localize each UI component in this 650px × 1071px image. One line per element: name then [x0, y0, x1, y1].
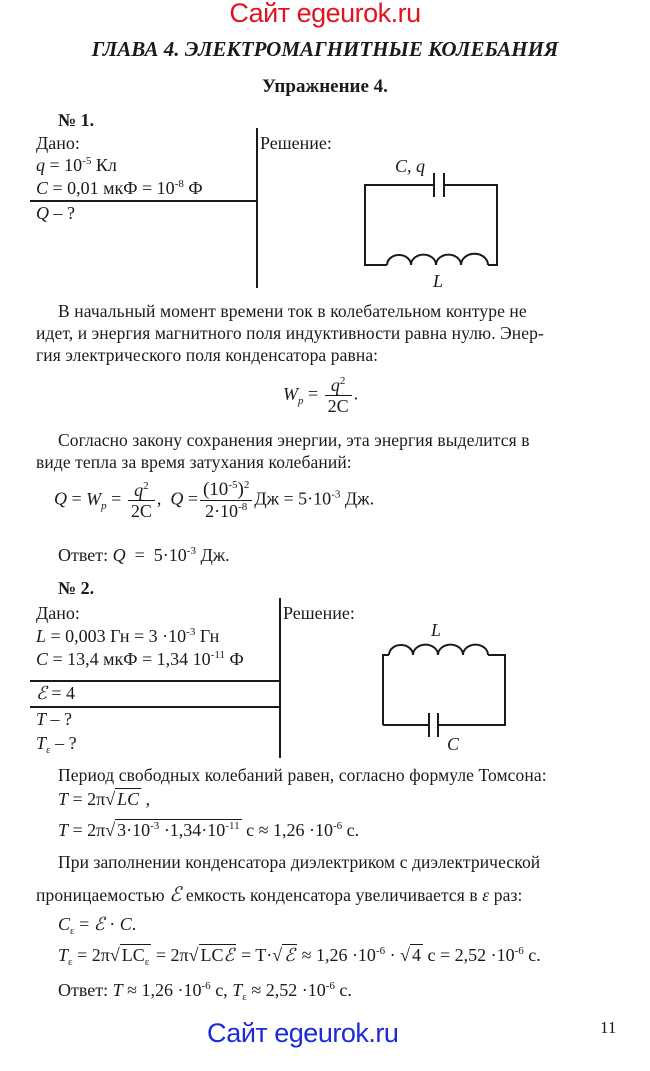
problem-1-given-label: Дано:	[36, 133, 80, 153]
problem-2-given-label: Дано:	[36, 603, 80, 623]
problem-1-find-q: Q – ?	[36, 203, 75, 223]
problem-1-number: № 1.	[58, 110, 95, 130]
problem-2-text2-line-2: проницаемостью ℰ емкость конденсатора увеличивается в ε раз:	[36, 884, 523, 906]
problem-1-text-line-3: гия электрического поля конденсатора равна:	[36, 345, 379, 365]
problem-2-given-epsilon: ℰ = 4	[36, 683, 76, 703]
circuit-2-capacitor-label: C	[447, 734, 460, 754]
problem-2-number: № 2.	[58, 578, 95, 598]
problem-2-text-line-1: Период свободных колебаний равен, согласно формуле Томсона:	[58, 765, 547, 785]
problem-2-formula-te: $T_\varepsilon = 2\pi√$ $LC_\varepsilon = 2\pi√$ LCℰ = T·√ ℰ ≈ $1,26 \cdot 10^{-6}$ · √ 4 $с = 2,52 \cdot 10^{-6}$ с.	[58, 945, 541, 968]
problem-2-formula-thomson: T = 2π√ LC ,	[58, 789, 151, 809]
problem-1-vertical-divider	[256, 128, 258, 288]
problem-1-text-line-2: идет, и энергия магнитного поля индуктивности равна нулю. Энер-	[36, 323, 544, 343]
problem-1-text2-line-2: виде тепла за время затухания колебаний:	[36, 452, 352, 472]
problem-1-formula-wp: $W_p$ = $\frac{q^2}{2C}$ .	[283, 375, 359, 416]
site-watermark-top: Сайт egeurok.ru	[229, 0, 421, 28]
problem-2-formula-ce: $C_\varepsilon$ = ℰ · C.	[58, 914, 137, 937]
problem-1-given-q: $q = 10^{-5}$ Кл	[36, 155, 117, 175]
chapter-title: ГЛАВА 4. ЭЛЕКТРОМАГНИТНЫЕ КОЛЕБАНИЯ	[91, 37, 559, 61]
circuit-2-inductor-label: L	[431, 620, 442, 640]
lc-circuit-diagram-2	[375, 620, 515, 755]
problem-1-solution-label: Решение:	[260, 133, 332, 153]
page-number: 11	[600, 1018, 617, 1037]
site-watermark-bottom: Сайт egeurok.ru	[207, 1018, 399, 1048]
lc-circuit-diagram-1	[355, 150, 505, 290]
problem-2-divider-top	[30, 680, 280, 682]
problem-1-text-line-1: В начальный момент времени ток в колебательном контуре не	[58, 301, 527, 321]
problem-2-given-l: L = 0,003 Гн = $3 \cdot 10^{-3}$ Гн	[36, 626, 220, 646]
problem-2-vertical-divider	[279, 598, 281, 758]
problem-2-solution-label: Решение:	[283, 603, 355, 623]
circuit-1-inductor-label: L	[433, 271, 444, 290]
exercise-title: Упражнение 4.	[262, 76, 388, 97]
problem-2-given-c: C = 13,4 мкФ = 1,34 $10^{-11}$ Ф	[36, 649, 244, 669]
problem-1-text2-line-1: Согласно закону сохранения энергии, эта энергия выделится в	[58, 430, 530, 450]
problem-1-formula-q: $Q = W_p$ = $\frac{q^2}{2C}$ , Q = $\frac{(10^{-5})^2}{2\cdot 10^{-8}}$ Дж = $5\cdot 10^{-3}$ Дж.	[54, 479, 375, 521]
circuit-1-capacitor-label: C, q	[395, 156, 426, 176]
problem-2-text2-line-1: При заполнении конденсатора диэлектриком с диэлектрической	[58, 852, 541, 872]
problem-2-given-divider	[30, 706, 280, 708]
problem-1-given-c: C = 0,01 мкФ = $10^{-8}$ Ф	[36, 178, 203, 198]
problem-2-find-t: T – ?	[36, 709, 73, 729]
problem-1-answer: Ответ: $Q = 5\cdot 10^{-3}$ Дж.	[58, 545, 230, 565]
problem-2-find-te: $T_\varepsilon$ – ?	[36, 733, 77, 756]
problem-1-given-divider	[30, 200, 258, 202]
problem-2-answer: Ответ: $T \approx 1,26 \cdot 10^{-6}$ с, $T_\varepsilon \approx 2,52 \cdot 10^{-6}$ с.	[58, 980, 352, 1003]
problem-2-formula-t-value: T = 2π√ $3\cdot 10^{-3} \cdot 1,34\cdot 10^{-11}$ $с \approx 1,26 \cdot 10^{-6}$ с.	[58, 820, 360, 840]
